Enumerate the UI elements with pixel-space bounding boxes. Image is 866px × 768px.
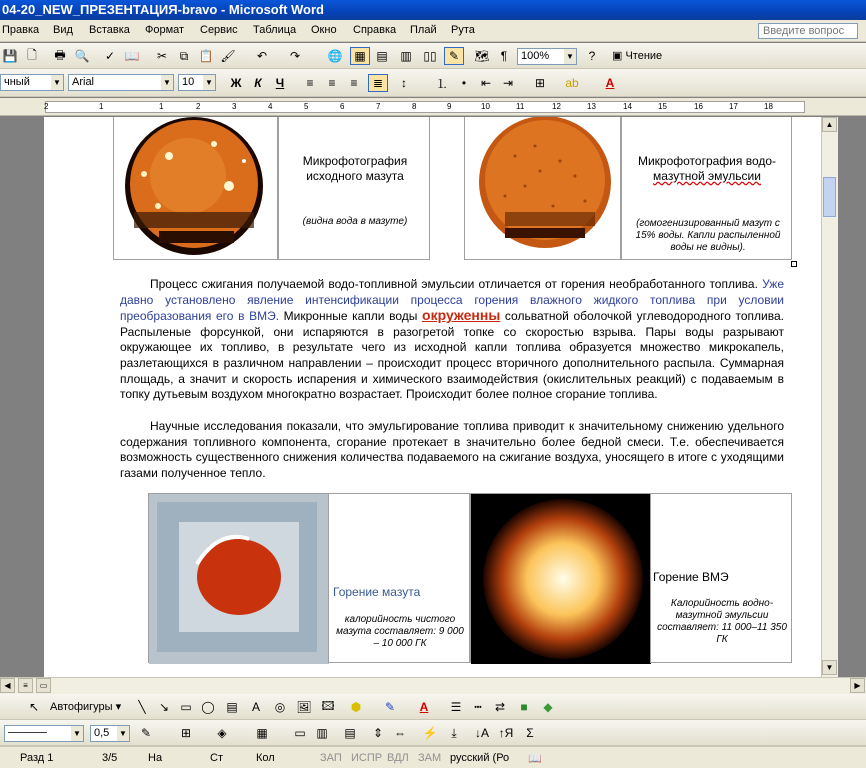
scroll-down-icon[interactable]: ▼: [822, 660, 837, 675]
chevron-down-icon: ▼: [71, 726, 83, 741]
oval-icon[interactable]: ◯: [201, 700, 215, 714]
menu-view[interactable]: Вид: [53, 24, 73, 36]
line-weight-select[interactable]: [90, 725, 130, 742]
table2-cell-caption-left: [328, 493, 470, 663]
table2-cell-image-right: [470, 493, 650, 663]
copy-icon[interactable]: ⧉: [179, 48, 189, 63]
caption-emulsion-line2: мазутной эмульсии: [653, 169, 761, 183]
line-color-icon[interactable]: ✎: [384, 700, 396, 714]
format-painter-icon[interactable]: 🖌: [220, 49, 236, 63]
note-emulsion-calorific: Калорийность водно-мазутной эмульсии составляет: 11 000–11 350 ГК: [657, 598, 787, 645]
caption-emulsion-combustion: Горение ВМЭ: [653, 570, 729, 584]
chevron-down-icon: ▼: [117, 726, 129, 741]
document-map-icon[interactable]: 🗺: [474, 49, 490, 63]
paste-icon[interactable]: 📋: [198, 49, 214, 63]
columns-icon[interactable]: ▯▯: [423, 49, 437, 63]
increase-indent-icon[interactable]: ⇥: [502, 76, 514, 90]
autoshapes-label: Автофигуры: [50, 701, 113, 713]
vertical-scrollbar[interactable]: [821, 117, 838, 677]
table1-cell-image-left: [113, 117, 278, 260]
shadow-icon[interactable]: ■: [520, 700, 528, 714]
paragraph1-red-word: окруженны: [422, 307, 501, 324]
caption-emulsion: [626, 154, 788, 184]
autoshapes-menu[interactable]: Автофигуры ▾: [50, 701, 122, 713]
numbering-icon[interactable]: ⒈: [435, 76, 448, 91]
wordart-icon[interactable]: A: [251, 700, 260, 714]
status-record[interactable]: ЗАП: [320, 752, 342, 764]
scroll-left-icon[interactable]: ◀: [0, 678, 15, 693]
align-left-icon[interactable]: ≡: [306, 76, 314, 90]
web-view-icon[interactable]: ▭: [36, 678, 51, 693]
reading-mode-button[interactable]: ▣ Чтение: [612, 50, 663, 62]
ruler-tick: 11: [516, 102, 525, 111]
paragraph1-part3: Микронные капли воды: [279, 309, 423, 324]
menu-edit[interactable]: Правка: [2, 24, 40, 36]
table2-cell-image-left: [148, 493, 328, 663]
ruler-tick: 10: [481, 102, 490, 111]
ruler-strip: [45, 101, 805, 113]
autoformat-icon[interactable]: ⚡: [422, 726, 438, 740]
scroll-thumb[interactable]: [823, 177, 836, 217]
tables-borders-icon[interactable]: ▦: [350, 47, 370, 65]
picture-icon[interactable]: 🖾: [321, 698, 335, 713]
document-area[interactable]: [0, 117, 866, 677]
chevron-down-icon: ▼: [564, 49, 576, 64]
3d-icon[interactable]: ◆: [543, 700, 553, 714]
help-icon[interactable]: ?: [588, 49, 596, 63]
bold-button[interactable]: Ж: [230, 76, 242, 90]
ruler-tick: 6: [340, 102, 345, 111]
menu-window[interactable]: Окно: [311, 24, 337, 36]
font-size-select[interactable]: [178, 74, 216, 91]
status-extend[interactable]: ВДЛ: [387, 752, 409, 764]
ruler-tick: 14: [623, 102, 632, 111]
ruler-tick: 8: [412, 102, 417, 111]
zoom-select[interactable]: [517, 48, 577, 65]
ruler-tick: 12: [552, 102, 561, 111]
horizontal-ruler[interactable]: [0, 98, 866, 116]
ruler-tick: 4: [268, 102, 273, 111]
ruler-tick: 3: [232, 102, 237, 111]
emulsion-combustion-image: [471, 494, 651, 664]
standard-toolbar: [0, 43, 866, 69]
bullets-icon[interactable]: •: [461, 76, 467, 90]
drawing-toolbar: [0, 694, 866, 720]
emulsion-micrograph-image: [465, 117, 622, 261]
status-line: Ст: [210, 752, 223, 764]
menu-ruta[interactable]: Рута: [451, 24, 475, 36]
split-cells-icon[interactable]: ▥: [316, 726, 328, 740]
line-style-preview: ─────: [8, 727, 47, 739]
line-icon[interactable]: ╲: [138, 700, 146, 714]
caption-oil-combustion: Горение мазута: [333, 585, 421, 599]
menu-tools[interactable]: Сервис: [200, 24, 238, 36]
ruler-tick: 7: [376, 102, 381, 111]
chevron-down-icon: ▼: [161, 75, 173, 90]
distribute-columns-icon[interactable]: ⇔: [394, 726, 406, 740]
menu-play[interactable]: Плай: [410, 24, 437, 36]
save-icon[interactable]: 💾: [2, 49, 18, 63]
ruler-tick: 9: [447, 102, 452, 111]
shading-icon[interactable]: ◈: [217, 726, 227, 740]
table1-cell-caption-left: [278, 117, 430, 260]
style-value: чный: [4, 76, 30, 88]
menu-insert[interactable]: Вставка: [89, 24, 130, 36]
caption-original-oil: Микрофотография исходного мазута: [302, 154, 408, 183]
paragraph1-part5: сольватной оболочкой углеводородного топлива. Распыленые форсункой, они испаряются в разогретой топке со скоростью взрыва. Пары воды разрывают окружающее их топливо, в результате чего из исходной капли топлива образуется множество микрокапель, разлетающихся в различном направлении – происходит процесс вторичного дополнительного распыла. Суммарная площадь, а значит и скорость испарения и химического взаимодействия (окислительных реакций) с подаваемым в топку дутьевым воздухом многократно возрастает. Происходит более полное сгорание топлива.: [120, 309, 784, 402]
textbox-icon[interactable]: ▤: [226, 700, 238, 714]
clipart-icon[interactable]: 🖼: [296, 700, 312, 714]
chevron-down-icon: ▼: [203, 75, 215, 90]
table1-cell-caption-right: [621, 117, 792, 260]
table2-cell-caption-right: [650, 493, 792, 663]
merge-cells-icon[interactable]: ▭: [294, 726, 306, 740]
tables-borders-toolbar: [0, 720, 866, 746]
status-at: На: [148, 752, 163, 764]
drawing-font-color-icon[interactable]: A: [419, 700, 429, 714]
line-weight-value: 0,5: [94, 727, 110, 739]
ruler-tick: 2: [196, 102, 201, 111]
ruler-tick: 5: [304, 102, 309, 111]
ruler-tick: 1: [99, 102, 104, 111]
dash-style-icon[interactable]: ┅: [474, 700, 482, 714]
insert-table-icon[interactable]: ▦: [256, 726, 268, 740]
redo-icon[interactable]: ↷: [289, 49, 301, 63]
insert-table-icon[interactable]: ▤: [376, 49, 388, 63]
print-icon[interactable]: 🖶: [54, 47, 66, 62]
menu-table[interactable]: Таблица: [253, 24, 297, 36]
horizontal-scrollbar[interactable]: [0, 677, 866, 694]
style-select[interactable]: [0, 74, 64, 91]
normal-view-icon[interactable]: ≡: [18, 678, 33, 693]
chevron-down-icon: ▼: [51, 75, 63, 90]
underline-button[interactable]: Ч: [275, 76, 285, 90]
font-value: Arial: [72, 76, 95, 88]
research-icon[interactable]: 📖: [124, 49, 140, 63]
arrow-style-icon[interactable]: ⇄: [494, 700, 506, 714]
ruler-tick: 13: [587, 102, 596, 111]
status-column: Кол: [256, 752, 275, 764]
ruler-tick: 1: [159, 102, 164, 111]
paragraph1-part1: Процесс сжигания получаемой водо-топливной эмульсии отличается от горения необработанного топлива.: [150, 277, 763, 291]
ruler-tick: 15: [658, 102, 667, 111]
status-track-changes[interactable]: ИСПР: [351, 752, 383, 764]
autosum-icon[interactable]: Σ: [526, 726, 534, 740]
show-hide-icon[interactable]: ¶: [500, 49, 508, 63]
reading-label: Чтение: [625, 50, 663, 62]
cut-icon[interactable]: ✂: [156, 49, 168, 63]
table1-cell-image-right: [464, 117, 621, 260]
align-cell-icon[interactable]: ▤: [344, 726, 356, 740]
font-color-icon[interactable]: A: [605, 76, 615, 90]
drawing-icon[interactable]: ✎: [444, 47, 464, 65]
paragraph1-highlighted: Уже давно установлено явление интенсификации процесса горения влажного жидкого топлива при условии преобразования его в ВМЭ.: [120, 277, 784, 324]
italic-button[interactable]: К: [254, 76, 262, 90]
zoom-value: 100%: [521, 50, 550, 62]
oil-micrograph-image: [114, 117, 279, 261]
align-center-icon[interactable]: ≡: [328, 76, 336, 90]
document-page[interactable]: [44, 117, 821, 677]
oil-combustion-image: [149, 494, 329, 664]
arrow-icon[interactable]: ↘: [158, 700, 170, 714]
font-select[interactable]: [68, 74, 174, 91]
help-search-input[interactable]: Введите вопрос: [758, 23, 858, 39]
outside-border-icon[interactable]: ⊞: [180, 726, 192, 740]
print-preview-icon[interactable]: 🔍: [74, 49, 90, 63]
distribute-rows-icon[interactable]: ⇕: [372, 726, 384, 740]
font-size-value: 10: [182, 76, 195, 88]
formatting-toolbar: [0, 69, 866, 97]
scroll-up-icon[interactable]: ▲: [822, 117, 837, 132]
spelling-status-icon[interactable]: 📖: [528, 753, 542, 765]
ruler-tick: 18: [764, 102, 773, 111]
ruler-tick: 16: [694, 102, 703, 111]
fill-color-icon[interactable]: ⬢: [350, 700, 362, 714]
line-spacing-icon[interactable]: ↕: [401, 76, 407, 90]
menu-bar: [0, 20, 866, 42]
hyperlink-icon[interactable]: 🌐: [327, 49, 343, 63]
highlight-icon[interactable]: ab: [565, 76, 579, 90]
note-original-oil: (видна вода в мазуте): [302, 216, 408, 227]
menu-help[interactable]: Справка: [353, 24, 397, 36]
menu-format[interactable]: Формат: [145, 24, 185, 36]
select-objects-icon[interactable]: ↖: [28, 700, 40, 714]
sort-descending-icon[interactable]: ↑Я: [498, 726, 514, 740]
line-style-select[interactable]: [4, 725, 84, 742]
undo-icon[interactable]: ↶: [256, 49, 268, 63]
table-resize-handle[interactable]: [791, 261, 797, 267]
status-bar: [0, 746, 866, 768]
status-pages: 3/5: [102, 752, 118, 764]
text-direction-icon[interactable]: ⤓: [451, 725, 457, 740]
paragraph-research: Научные исследования показали, что эмульгирование топлива приводит к значительному снижению удельного содержания топливного компонента, сгорание протекает в значительно более бедной смеси. Т.е. обеспечивается возможность существенного снижения количества подаваемого на сжигание воздуха, уносящего в итоге с уходящими газами полученное тепло.: [120, 419, 784, 480]
permission-icon[interactable]: 🗋: [27, 47, 37, 62]
status-overtype[interactable]: ЗАМ: [418, 752, 442, 764]
rectangle-icon[interactable]: ▭: [180, 700, 192, 714]
insert-excel-icon[interactable]: ▥: [400, 49, 412, 63]
status-language: русский (Ро: [450, 752, 510, 764]
spelling-icon[interactable]: ✓: [104, 49, 116, 63]
line-style-icon[interactable]: ☰: [450, 700, 462, 714]
note-oil-calorific: калорийность чистого мазута составляет: 9 000 – 10 000 ГК: [336, 614, 464, 649]
caption-emulsion-line1: Микрофотография водо-: [637, 154, 777, 168]
scroll-right-icon[interactable]: ▶: [850, 678, 865, 693]
status-section: Разд 1: [20, 752, 54, 764]
border-color-icon[interactable]: ✎: [140, 726, 152, 740]
title-bar: [0, 0, 866, 20]
note-emulsion: (гомогенизированный мазут с 15% воды. Капли распыленной воды не видны).: [635, 218, 781, 253]
diagram-icon[interactable]: ◎: [274, 700, 286, 714]
borders-icon[interactable]: ⊞: [534, 76, 546, 90]
window-title: 04-20_NEW_ПРЕЗЕНТАЦИЯ-bravo - Microsoft Word: [2, 2, 324, 17]
paragraph-combustion: [120, 277, 784, 403]
sort-ascending-icon[interactable]: ↓A: [474, 726, 489, 740]
justify-icon[interactable]: ≣: [368, 74, 388, 92]
decrease-indent-icon[interactable]: ⇤: [480, 76, 492, 90]
ruler-tick: 2: [44, 102, 49, 111]
ruler-tick: 17: [729, 102, 738, 111]
align-right-icon[interactable]: ≡: [350, 76, 358, 90]
